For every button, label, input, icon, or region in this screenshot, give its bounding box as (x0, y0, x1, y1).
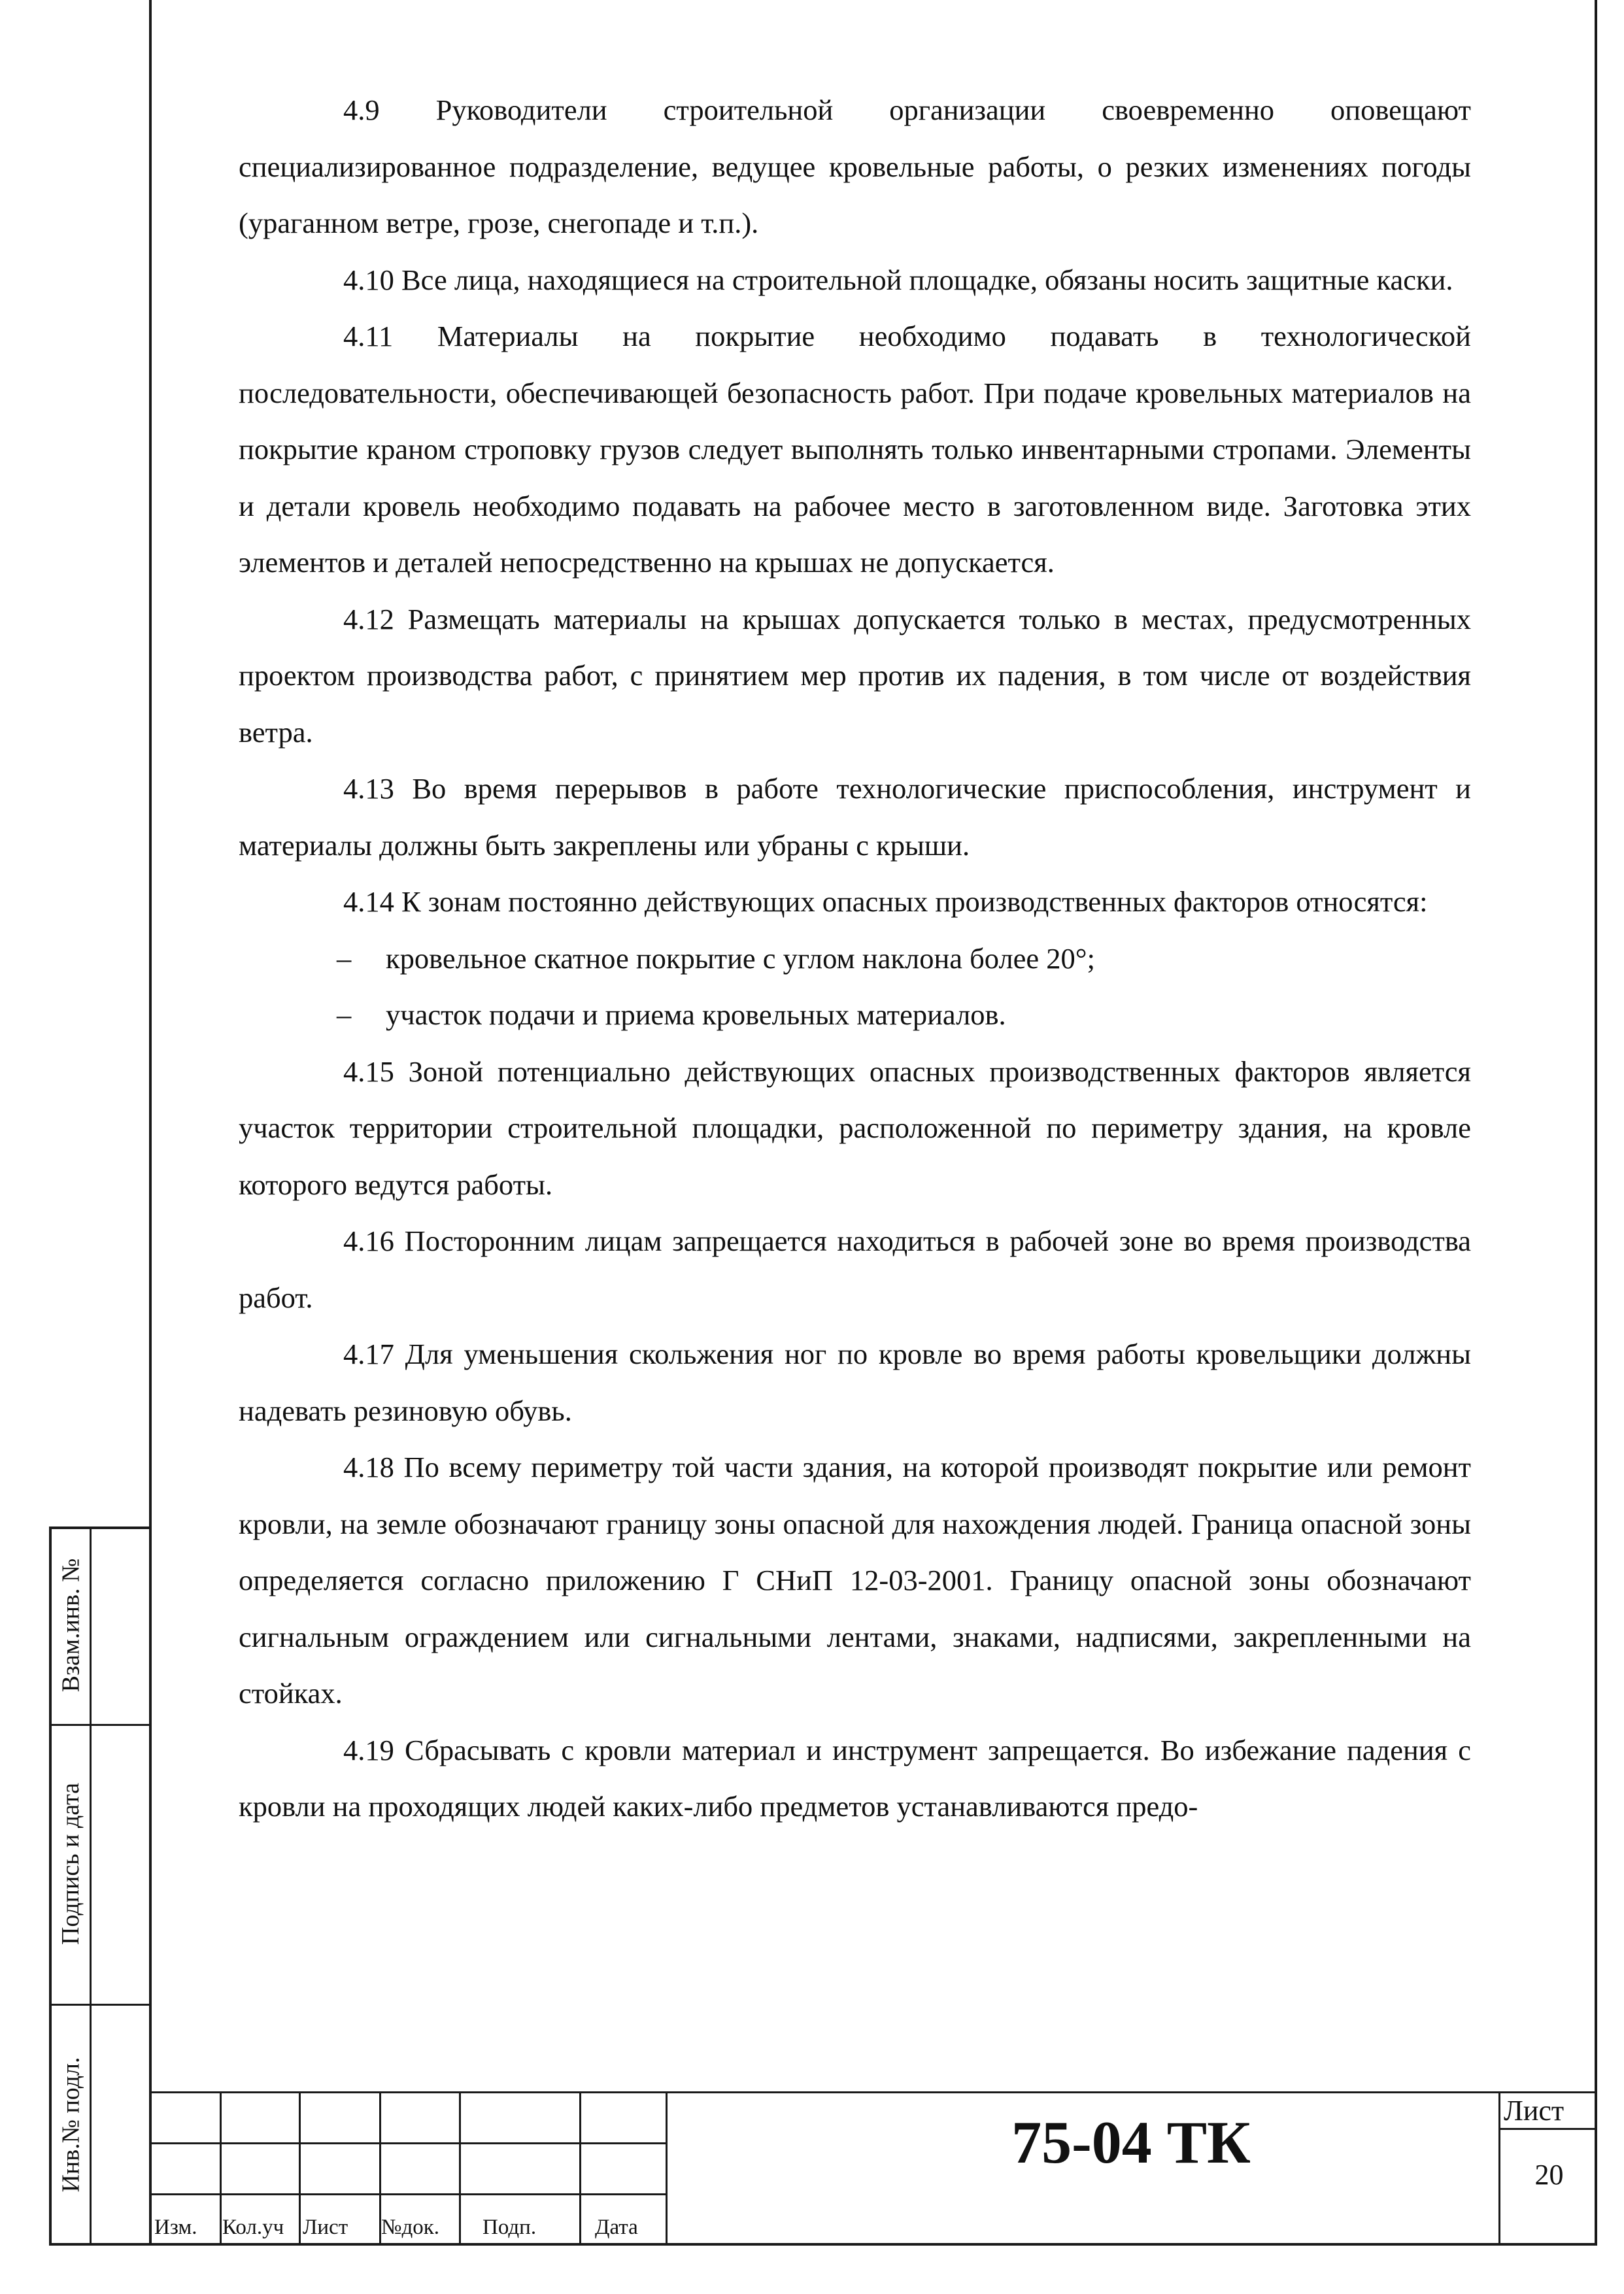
revision-column-line (220, 2091, 222, 2246)
paragraph-4-15: 4.15 Зоной потенциально действующих опасных производственных факторов является участок территории строительной площадки, расположенной по периметру здания, на кровле которого ведутся работы. (239, 1054, 1471, 1201)
list-dash: – (337, 941, 352, 975)
paragraph-4-16: 4.16 Посторонним лицам запрещается находиться в рабочей зоне во время производства работ. (239, 1224, 1471, 1314)
revision-column-line (299, 2091, 301, 2246)
column-header-izm: Изм. (154, 2216, 197, 2239)
revision-row-line (149, 2142, 666, 2144)
paragraph-4-19: 4.19 Сбрасывать с кровли материал и инструмент запрещается. Во избежание падения с кровли на проходящих людей каких-либо предметов устанавливаются предо- (239, 1733, 1471, 1823)
frame-right-border (1595, 0, 1597, 2246)
side-stamp (49, 1527, 149, 2246)
sheet-box-left-line (1498, 2091, 1500, 2246)
column-header-data: Дата (595, 2216, 638, 2239)
column-header-list: Лист (303, 2216, 348, 2239)
sheet-label: Лист (1504, 2095, 1565, 2127)
list-item (239, 987, 1471, 1043)
revision-column-line (579, 2091, 581, 2246)
list-dash: – (337, 998, 352, 1031)
replaced-inventory-label: Взам.инв. № (57, 1558, 85, 1693)
list-item-text: участок подачи и приема кровельных материалов. (386, 998, 1006, 1031)
column-header-podp: Подп. (482, 2216, 537, 2239)
title-block-top-line (149, 2091, 1597, 2093)
side-stamp-column-divider (90, 1527, 92, 2246)
document-code: 75-04 ТК (1011, 2109, 1251, 2176)
paragraph-4-14: 4.14 К зонам постоянно действующих опасных производственных факторов относятся: (343, 885, 1428, 918)
sheet-number: 20 (1534, 2159, 1564, 2191)
list-item (239, 930, 1471, 987)
frame-left-border (149, 0, 152, 2246)
original-inventory-label: Инв.№ подл. (57, 2057, 85, 2193)
paragraph-4-12: 4.12 Размещать материалы на крышах допускается только в местах, предусмотренных проектом производства работ, с принятием мер против их падения, в том числе от воздействия ветра. (239, 602, 1471, 749)
paragraph-4-18: 4.18 По всему периметру той части здания, на которой производят покрытие или ремонт кровли, на земле обозначают границу зоны опасной для нахождения людей. Граница опасной зоны определяется согласно приложению Г СНиП 12-03-2001. Границу опасной зоны обозначают сигнальным ограждением или сигнальными лентами, знаками, надписями, закрепленными на стойках. (239, 1451, 1471, 1710)
sheet-box-divider (1498, 2128, 1597, 2130)
paragraph-4-10: 4.10 Все лица, находящиеся на строительной площадке, обязаны носить защитные каски. (343, 263, 1453, 296)
revision-row-line (149, 2193, 666, 2195)
paragraph-4-11: 4.11 Материалы на покрытие необходимо подавать в технологической последовательности, обеспечивающей безопасность работ. При подаче кровельных материалов на покрытие краном строповку грузов следует выполнять только инвентарными стропами. Элементы и детали кровель необходимо подавать на рабочее место в заготовленном виде. Заготовка этих элементов и деталей непосредственно на крышах не допускается. (239, 320, 1471, 579)
column-header-kol-uch: Кол.уч (222, 2216, 284, 2239)
paragraph-4-17: 4.17 Для уменьшения скольжения ног по кровле во время работы кровельщики должны надевать резиновую обувь. (239, 1338, 1471, 1427)
document-body (239, 82, 1471, 1835)
revision-column-line (666, 2091, 668, 2246)
paragraph-4-13: 4.13 Во время перерывов в работе технологические приспособления, инструмент и материалы должны быть закреплены или убраны с крыши. (239, 772, 1471, 862)
revision-column-line (459, 2091, 461, 2246)
paragraph-4-9: 4.9 Руководители строительной организации своевременно оповещают специализированное подразделение, ведущее кровельные работы, о резких изменениях погоды (ураганном ветре, грозе, снегопаде и т.п.). (239, 93, 1471, 239)
signature-date-label: Подпись и дата (57, 1782, 85, 1946)
column-header-n-dok: №док. (381, 2216, 440, 2239)
list-item-text: кровельное скатное покрытие с углом наклона более 20°; (386, 941, 1095, 975)
